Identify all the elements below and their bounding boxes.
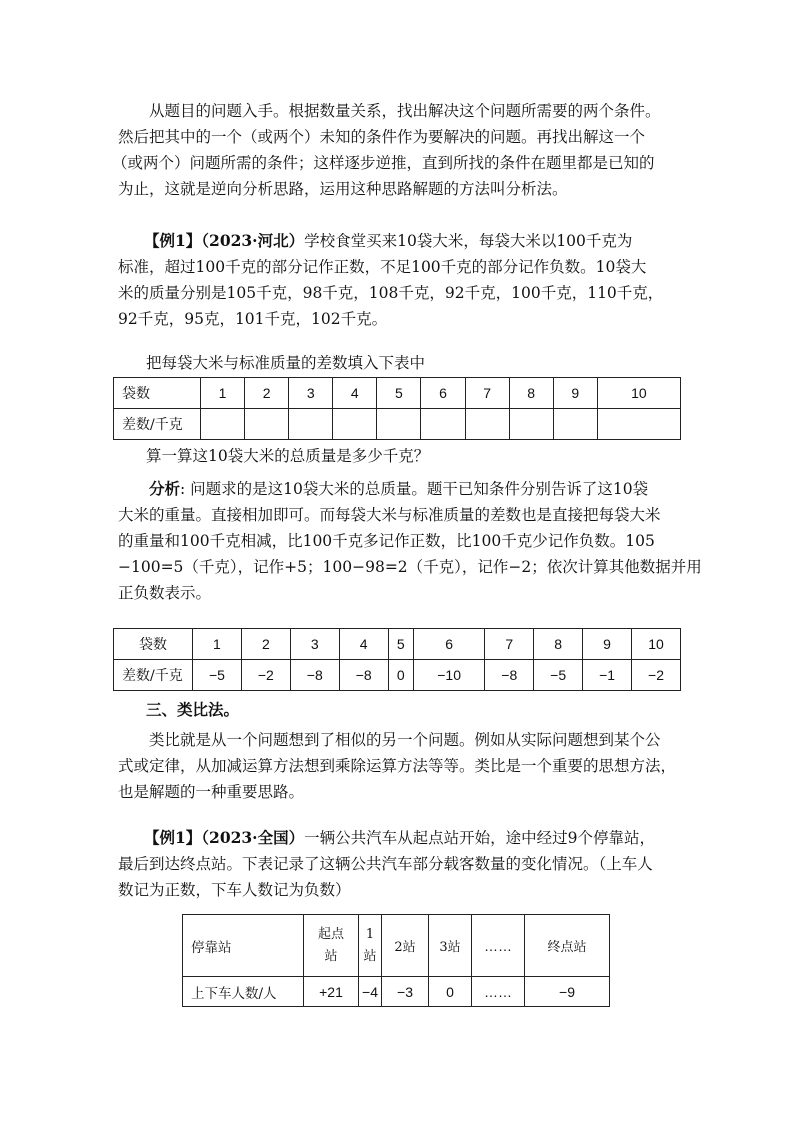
table-cell: 7: [485, 629, 534, 660]
table-cell: −1: [583, 660, 632, 691]
section3-line: 类比就是从一个问题想到了相似的另一个问题。例如从实际问题想到某个公: [149, 731, 661, 749]
example1-label: 【例1】: [144, 231, 202, 250]
analysis-line: 正负数表示。: [118, 584, 212, 602]
analysis-line: 的重量和100千克相减，比100千克多记作正数，比100千克少记作负数。105: [118, 532, 655, 550]
intro-line: 从题目的问题入手。根据数量关系，找出解决这个问题所需要的两个条件。: [149, 102, 661, 120]
table-row: [114, 378, 681, 409]
example1-first-line: [118, 228, 678, 254]
analysis-line: 大米的重量。直接相加即可。而每袋大米与标准质量的差数也是直接把每袋大米: [118, 506, 661, 524]
table-cell: 9: [583, 629, 632, 660]
example2-line: 最后到达终点站。下表记录了这辆公共汽车部分载客数量的变化情况。（上车人: [118, 855, 653, 873]
table-cell-empty: [245, 409, 289, 440]
table-cell-empty: [597, 409, 680, 440]
table-cell: 6: [413, 629, 484, 660]
table-cell: 3站: [429, 915, 472, 977]
table-cell: ……: [472, 915, 525, 977]
table-cell: 1: [201, 378, 245, 409]
example1-line: 米的质量分别是105千克，98千克，108千克，92千克，100千克，110千克，: [118, 284, 664, 302]
question1: 把每袋大米与标准质量的差数填入下表中: [146, 354, 426, 372]
table-empty-diffs: [113, 377, 681, 440]
table-row: [183, 977, 610, 1007]
intro-paragraph: [112, 98, 678, 202]
table-cell: 9: [553, 378, 597, 409]
table-cell: 5: [388, 629, 413, 660]
table-cell: 4: [333, 378, 377, 409]
table-cell: [304, 915, 359, 977]
table-cell: 6: [421, 378, 465, 409]
table-cell-empty: [377, 409, 421, 440]
section3-line: 也是解题的一种重要思路。: [118, 783, 305, 801]
table-cell-empty: [553, 409, 597, 440]
table-cell: −8: [485, 660, 534, 691]
table-cell: 3: [289, 378, 333, 409]
example2-label: 【例1】: [144, 828, 202, 847]
station-name: 站: [324, 948, 338, 964]
table-bus-passengers: [182, 914, 610, 1007]
station-name: 站: [363, 948, 377, 964]
intro-line: （或两个）问题所需的条件；这样逐步逆推，直到所找的条件在题里都是已知的: [112, 154, 655, 172]
table-cell: −5: [534, 660, 583, 691]
example2-source: （2023·全国）: [201, 828, 305, 847]
table-cell: −8: [339, 660, 388, 691]
table-row-label: 上下车人数/人: [183, 977, 304, 1007]
table-cell: ……: [472, 977, 525, 1007]
table-cell-empty: [509, 409, 553, 440]
table-cell-empty: [289, 409, 333, 440]
table-cell: 8: [509, 378, 553, 409]
table-row: [114, 660, 681, 691]
example2-first-line: [118, 825, 678, 851]
table-cell: 10: [597, 378, 680, 409]
table-cell-empty: [201, 409, 245, 440]
example2-line: 数记为正数，下车人数记为负数）: [118, 881, 351, 899]
table-cell: −4: [359, 977, 382, 1007]
table-row-label: 停靠站: [183, 915, 304, 977]
table-cell: 5: [377, 378, 421, 409]
table-cell: +21: [304, 977, 359, 1007]
table-cell: 终点站: [525, 915, 610, 977]
table-row: [114, 629, 681, 660]
table-row-label: 差数/千克: [114, 409, 201, 440]
table-cell: 0: [388, 660, 413, 691]
example2-text: 一辆公共汽车从起点站开始，途中经过9个停靠站，: [304, 829, 655, 847]
section3-paragraph: [118, 727, 678, 805]
analysis-paragraph: [118, 476, 702, 606]
table-filled-diffs: [113, 628, 681, 691]
table-cell: −3: [382, 977, 429, 1007]
station-name: 1: [365, 926, 375, 942]
table-cell: −2: [241, 660, 290, 691]
table-cell-empty: [465, 409, 509, 440]
table-cell-empty: [333, 409, 377, 440]
analysis-first-line: [118, 476, 678, 502]
table-cell: −10: [413, 660, 484, 691]
table-row: [183, 915, 610, 977]
intro-line: 然后把其中的一个（或两个）未知的条件作为要解决的问题。再找出解这一个: [118, 128, 646, 146]
example1-source: （2023·河北）: [201, 231, 305, 250]
table-cell: 0: [429, 977, 472, 1007]
table-cell: 2: [241, 629, 290, 660]
example2-paragraph: [118, 825, 678, 903]
example1-line: 标准，超过100千克的部分记作正数，不足100千克的部分记作负数。10袋大: [118, 258, 647, 276]
section-heading: 三、类比法。: [146, 700, 240, 719]
table-cell: −8: [290, 660, 339, 691]
station-name: 起点: [317, 926, 344, 942]
table-cell: 10: [632, 629, 681, 660]
table-cell: 4: [339, 629, 388, 660]
table-cell: 3: [290, 629, 339, 660]
table-cell: [359, 915, 382, 977]
example1-paragraph: [118, 228, 678, 332]
table-cell-empty: [421, 409, 465, 440]
table-cell: 2: [245, 378, 289, 409]
table-cell: 2站: [382, 915, 429, 977]
table-cell: 7: [465, 378, 509, 409]
table-row: [114, 409, 681, 440]
table-row-label: 袋数: [114, 378, 201, 409]
example1-line: 92千克，95克，101千克，102千克。: [118, 310, 388, 328]
analysis-label: 分析: [149, 479, 181, 498]
intro-line: 为止，这就是逆向分析思路，运用这种思路解题的方法叫分析法。: [118, 180, 568, 198]
table-row-label: 袋数: [114, 629, 193, 660]
table-cell: 8: [534, 629, 583, 660]
example1-text: 学校食堂买来10袋大米，每袋大米以100千克为: [304, 232, 633, 250]
analysis-line: −100=5（千克），记作+5；100−98=2（千克），记作−2；依次计算其他数据并用: [118, 558, 702, 576]
table-row-label: 差数/千克: [114, 660, 193, 691]
table-cell: −5: [193, 660, 242, 691]
table-cell: 1: [193, 629, 242, 660]
section3-line: 式或定律，从加减运算方法想到乘除运算方法等等。类比是一个重要的思想方法，: [118, 757, 677, 775]
table-cell: −9: [525, 977, 610, 1007]
question2: 算一算这10袋大米的总质量是多少千克？: [146, 447, 430, 465]
table-cell: −2: [632, 660, 681, 691]
analysis-text: : 问题求的是这10袋大米的总质量。题干已知条件分别告诉了这10袋: [180, 480, 649, 498]
